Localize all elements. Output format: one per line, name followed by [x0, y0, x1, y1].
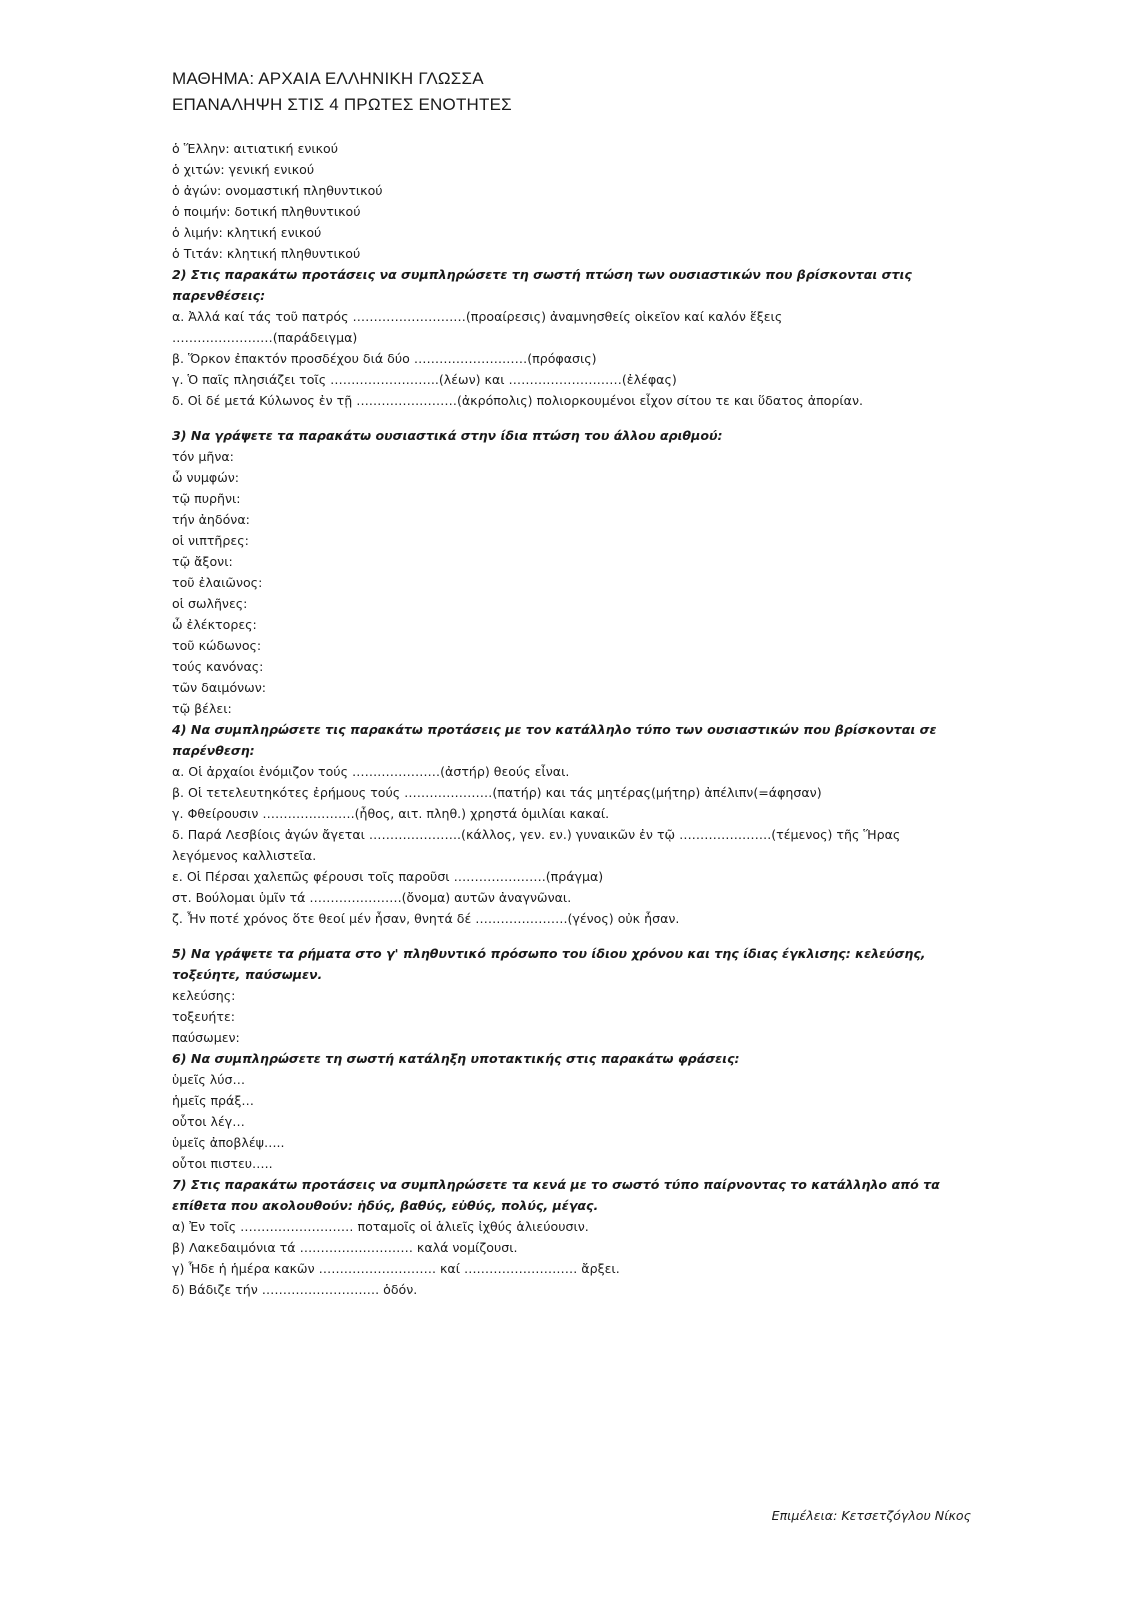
exercise-3	[172, 425, 972, 719]
list-item: οἱ νιπτῆρες:	[172, 533, 249, 548]
exercise-5-title: 5) Να γράψετε τα ρήματα στο γ' πληθυντικό πρόσωπο του ίδιου χρόνου και της ίδιας έγκλισης: κελεύσης,	[172, 946, 926, 961]
author-credit: Επιμέλεια: Κετσετζόγλου Νίκος	[771, 1508, 971, 1523]
exercise-1	[172, 138, 972, 264]
list-item: ὁ ποιμήν: δοτική πληθυντικού	[172, 204, 361, 219]
exercise-7-title: 7) Στις παρακάτω προτάσεις να συμπληρώσετε τα κενά με το σωστό τύπο παίρνοντας το κατάλληλο από τα	[172, 1177, 940, 1192]
list-item: τῷ ἄξονι:	[172, 554, 233, 569]
list-item: ἡμεῖς πράξ…	[172, 1093, 254, 1108]
list-item: ὑμεῖς ἀποβλέψ…..	[172, 1135, 285, 1150]
list-item: παύσωμεν:	[172, 1030, 240, 1045]
exercise-6-title: 6) Να συμπληρώσετε τη σωστή κατάληξη υποτακτικής στις παρακάτω φράσεις:	[172, 1051, 740, 1066]
list-item: κελεύσης:	[172, 988, 236, 1003]
list-item: ὁ Ἕλλην: αιτιατική ενικού	[172, 141, 339, 156]
list-item: ὦ νυμφών:	[172, 470, 240, 485]
list-item: οἱ σωλῆνες:	[172, 596, 248, 611]
list-item: τῷ πυρῆνι:	[172, 491, 241, 506]
list-item: τήν ἀηδόνα:	[172, 512, 250, 527]
list-item: τοῦ κώδωνος:	[172, 638, 262, 653]
revision-title: ΕΠΑΝΑΛΗΨΗ ΣΤΙΣ 4 ΠΡΩΤΕΣ ΕΝΟΤΗΤΕΣ	[172, 95, 512, 114]
exercise-6	[172, 1048, 972, 1174]
list-item: ὁ Τιτάν: κλητική πληθυντικού	[172, 246, 361, 261]
spacer	[172, 411, 972, 425]
exercise-7	[172, 1174, 972, 1300]
list-item: τῶν δαιμόνων:	[172, 680, 267, 695]
exercise-5	[172, 943, 972, 1048]
subject-title: ΜΑΘΗΜΑ: ΑΡΧΑΙΑ ΕΛΛΗΝΙΚΗ ΓΛΩΣΣΑ	[172, 69, 484, 88]
list-item: ὁ ἀγών: ονομαστική πληθυντικού	[172, 183, 383, 198]
list-item: τῷ βέλει:	[172, 701, 232, 716]
list-item: γ) Ἧδε ἡ ἡμέρα κακῶν ………………………. καί ……………………… ἄρξει.	[172, 1261, 620, 1276]
exercise-4-title-cont: παρένθεση:	[172, 743, 255, 758]
worksheet-header	[172, 66, 512, 118]
list-item: α) Ἐν τοῖς ……………………… ποταμοῖς οἱ ἁλιεῖς ἰχθύς ἁλιεύουσιν.	[172, 1219, 589, 1234]
list-item: λεγόμενος καλλιστεῖα.	[172, 848, 317, 863]
list-item: στ. Βούλομαι ὑμῖν τά ………………….(ὄνομα) αυτῶν ἀναγνῶναι.	[172, 890, 572, 905]
exercise-7-title-cont: επίθετα που ακολουθούν: ἡδύς, βαθύς, εὐθύς, πολύς, μέγας.	[172, 1198, 599, 1213]
list-item: β. Οἱ τετελευτηκότες ἐρήμους τούς …………………(πατήρ) και τάς μητέρας(μήτηρ) ἀπέλιπν(=άφησαν)	[172, 785, 822, 800]
exercise-4-title: 4) Να συμπληρώσετε τις παρακάτω προτάσεις με τον κατάλληλο τύπο των ουσιαστικών που βρίσκονται σε	[172, 722, 937, 737]
exercise-2-title-cont: παρενθέσεις:	[172, 288, 266, 303]
list-item: ὁ λιμήν: κλητική ενικού	[172, 225, 322, 240]
list-item: ……………………(παράδειγμα)	[172, 330, 358, 345]
list-item: ὑμεῖς λύσ…	[172, 1072, 246, 1087]
list-item: ε. Οἱ Πέρσαι χαλεπῶς φέρουσι τοῖς παροῦσι ………………….(πράγμα)	[172, 869, 604, 884]
list-item: γ. Φθείρουσιν ………………….(ἦθος, αιτ. πληθ.) χρηστά ὁμιλίαι κακαί.	[172, 806, 610, 821]
exercise-3-title: 3) Να γράψετε τα παρακάτω ουσιαστικά στην ίδια πτώση του άλλου αριθμού:	[172, 428, 723, 443]
exercise-2	[172, 264, 972, 411]
list-item: οὗτοι λέγ…	[172, 1114, 245, 1129]
list-item: τοξευήτε:	[172, 1009, 236, 1024]
list-item: τοῦ ἐλαιῶνος:	[172, 575, 263, 590]
worksheet-content	[172, 138, 972, 1300]
exercise-5-title-cont: τοξεύητε, παύσωμεν.	[172, 967, 323, 982]
list-item: α. Οἱ ἀρχαίοι ἐνόμιζον τούς …………………(ἀστήρ) θεούς εἶναι.	[172, 764, 570, 779]
list-item: δ. Παρά Λεσβίοις ἀγών ἄγεται ………………….(κάλλος, γεν. εν.) γυναικῶν ἐν τῷ ………………….(τέμενος) τῆς Ἥρας	[172, 827, 901, 842]
list-item: οὗτοι πιστευ…..	[172, 1156, 273, 1171]
list-item: ὦ ἐλέκτορες:	[172, 617, 257, 632]
list-item: δ. Οἱ δέ μετά Κύλωνος ἐν τῇ ……………………(ἀκρόπολις) πολιορκουμένοι εἶχον σίτου τε και ὕδατος ἀπορίαν.	[172, 393, 863, 408]
list-item: β) Λακεδαιμόνια τά ……………………… καλά νομίζουσι.	[172, 1240, 518, 1255]
list-item: τόν μῆνα:	[172, 449, 234, 464]
list-item: δ) Βάδιζε τήν ………………………. ὁδόν.	[172, 1282, 418, 1297]
list-item: β. Ὅρκον ἐπακτόν προσδέχου διά δύο ………………………(πρόφασις)	[172, 351, 597, 366]
list-item: γ. Ὁ παῖς πλησιάζει τοῖς ……………………..(λέων) και ………………………(ἐλέφας)	[172, 372, 677, 387]
exercise-4	[172, 719, 972, 929]
spacer	[172, 929, 972, 943]
exercise-2-title: 2) Στις παρακάτω προτάσεις να συμπληρώσετε τη σωστή πτώση των ουσιαστικών που βρίσκονται στις	[172, 267, 912, 282]
list-item: τούς κανόνας:	[172, 659, 264, 674]
list-item: ὁ χιτών: γενική ενικού	[172, 162, 315, 177]
list-item: α. Ἀλλά καί τάς τοῦ πατρός ………………………(προαίρεσις) ἀναμνησθείς οἰκεῖον καί καλόν ἕξεις	[172, 309, 783, 324]
list-item: ζ. Ἦν ποτέ χρόνος ὅτε θεοί μέν ἦσαν, θνητά δέ ………………….(γένος) οὐκ ἦσαν.	[172, 911, 680, 926]
